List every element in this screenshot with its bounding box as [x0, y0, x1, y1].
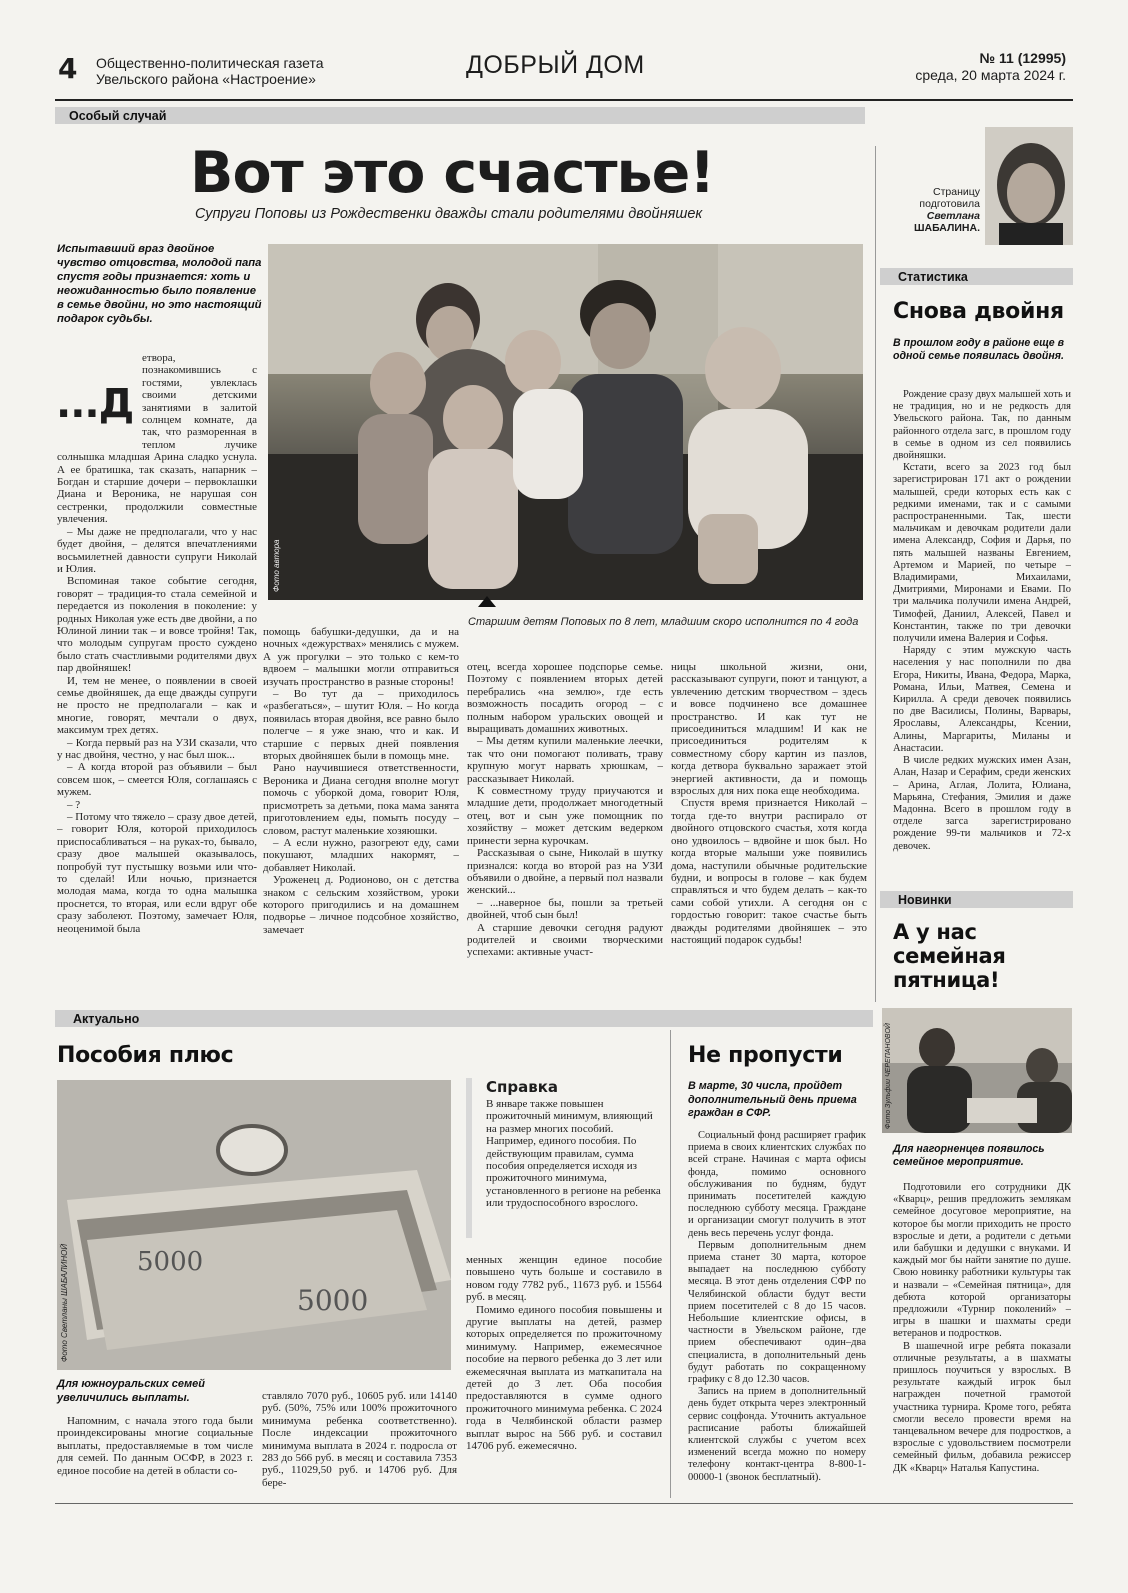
main-col3-p4: Рассказывая о сыне, Николай в шутку признался: когда во второй раз на УЗИ объявили о двойне, а первый пол назвали женский...	[467, 847, 663, 897]
rubric-special: Особый случай	[55, 107, 865, 124]
family-photo-credit: Фото автора	[272, 539, 281, 592]
article-subtitle: Супруги Поповы из Рождественки дважды стали родителями двойняшек	[195, 206, 703, 222]
news-photo-credit: Фото Зульфии ЧЕРЕПАНОВОЙ	[885, 1023, 892, 1129]
dropcap-space	[57, 352, 142, 444]
issue-number: № 11 (12995)	[979, 50, 1066, 66]
main-col2-p4: – А если нужно, разогреют еду, сами покушают, младших накормят, – добавляет Николай.	[263, 836, 459, 874]
stats-p4: В числе редких мужских имен Азан, Алан, Назар и Серафим, среди женских – Арина, Аглая, Лолита, Юлиана, Марьяна, Стефания, Эмилия и даже Мадонна. Всего в прошлом году в отделе загса зарегистрировано рождение 99-ти мальчиков и 72-х девочек.	[893, 755, 1071, 852]
dontmiss-rule	[670, 1030, 671, 1498]
main-col2-p3: Рано научившиеся ответственности, Вероника и Диана сегодня вполне могут помочь с уборкой дома, говорит Юля, присмотреть за детьми, пока мама занята приготовлением еды, помыть посуду – словом, растут маленькие хозяюшки.	[263, 762, 459, 837]
svg-text:5000: 5000	[137, 1247, 204, 1277]
dontmiss-body	[688, 1130, 866, 1496]
main-col2-p1: помощь бабушки-дедушки, да и на ночных «дежурствах» менялись с мужем. А уж прогулки – это только с кем-то вдвоем – малышки могли отправиться изучать пространство в разные стороны!	[263, 626, 459, 688]
stats-body	[893, 389, 1071, 873]
main-column-4	[671, 661, 867, 984]
main-col1-p3: Вспоминая такое событие сегодня, говорят – традиция-то стала семейной и передается из поколения в поколение: у родных Николая уже есть две двойни, а по Юлиной линии так – и вовсе тройня! Так, что молодым супругам просто суждено было стать счастливыми родителями двух пар двойняшек!	[57, 575, 257, 675]
money-photo	[57, 1080, 451, 1370]
benefits-column-1	[57, 1415, 253, 1495]
main-col1-p7: – ?	[67, 798, 81, 811]
svg-text:5000: 5000	[297, 1284, 369, 1317]
issue-date: среда, 20 марта 2024 г.	[915, 67, 1066, 83]
reference-box	[466, 1078, 662, 1238]
main-col2-p2: – Во тут да – приходилось «разбегаться», – шутит Юля. – Но когда появилась вторая двойня, все равно было полегче – я уже знаю, что и как. И старшие с первых дней появления вторых двойняшек были в помощь мне.	[263, 688, 459, 763]
article-lead: Испытавший враз двойное чувство отцовства, молодой папа спустя годы признается: хоть и неожиданностью было появление в семье двойни, но это настоящий подарок судьбы.	[57, 243, 262, 325]
author-portrait	[985, 127, 1073, 245]
dropcap: ...Д	[56, 381, 134, 427]
dontmiss-p1: Социальный фонд расширяет график приема в своих клиентских службах по всей стране. Начиная с марта офисы фонда, помимо основного обслуживания по будням, будут принимать посетителей каждую последнюю субботу месяца. Граждане и организации смогут получить в этот день весь перечень услуг фонда.	[688, 1130, 866, 1239]
rubric-stats: Статистика	[880, 268, 1073, 285]
section-title: ДОБРЫЙ ДОМ	[466, 51, 645, 79]
main-col2-p5: Уроженец д. Родионово, он с детства знаком с сельским хозяйством, уроки которого пригодились и на домашнем подворье – личное подсобное хозяйство, замечает	[263, 874, 459, 936]
stats-title: Снова двойня	[893, 299, 1064, 324]
author-line2: подготовила	[919, 198, 980, 210]
author-credit	[880, 186, 980, 234]
benefits-column-2	[262, 1390, 457, 1495]
page-number: 4	[58, 52, 78, 85]
stats-lead: В прошлом году в районе еще в одной семье появилась двойня.	[893, 337, 1065, 362]
stats-p3: Наряду с этим мужскую часть населения у нас пополнили по два Егора, Никиты, Ивана, Федора, Марка, Романа, Ильи, Матвея, Семена и Кирилла. А среди девочек появились по две Василисы, Полины, Варвары, Ярославы, Александры, Ксении, Алины, Маргариты, Миланы и Анастасии.	[893, 645, 1071, 754]
author-line1: Страницу	[933, 186, 980, 198]
news-photo-art	[882, 1008, 1072, 1133]
benefits-lead: Для южноуральских семей увеличились выплаты.	[57, 1378, 206, 1404]
dontmiss-title: Не пропусти	[688, 1043, 843, 1068]
news-lead: Для нагорненцев появилось семейное мероприятие.	[893, 1143, 1045, 1168]
author-portrait-art	[985, 127, 1073, 245]
family-photo-caption: Старшим детям Поповых по 8 лет, младшим скоро исполнится по 4 года	[468, 616, 859, 628]
benefits-title: Пособия плюс	[57, 1043, 234, 1068]
main-column-3	[467, 661, 663, 984]
news-title: А у нас семейная пятница!	[893, 920, 1006, 992]
news-photo	[882, 1008, 1072, 1133]
author-name: Светлана	[926, 210, 980, 222]
money-photo-art	[57, 1080, 451, 1370]
main-column-2	[263, 626, 459, 984]
main-col1-p5: – Когда первый раз на УЗИ сказали, что у нас двойня, честно, у нас был шок...	[57, 736, 257, 761]
main-col4-p1: ницы школьной жизни, они, рассказывают супруги, поют и танцуют, а увлечению детским творчеством – здесь и вовсе подчинено все домашнее пространство. И как тут не присоединиться младшим! И как не присоединиться родителям к совместному сбору картин из пазлов, когда детвора буквально заражает этой энергией активности, да и помощь взрослых для них пока еще необходима.	[671, 661, 867, 798]
main-col4-p2: Спустя время признается Николай – тогда где-то внутри распирало от двойного отцовского счастья, хотя когда оно удвоилось – вдвойне и шок был. Но когда вторые малыши уже появились дома, наступили обычные родительские будни, и вопросы в голове – как будем справляться и что будем делать – как-то сами собой утихли. А сегодня он с гордостью говорит: такое счастье быть дважды родителями двойняшек – это настоящий подарок судьбы!	[671, 797, 867, 946]
dontmiss-lead: В марте, 30 числа, пройдет дополнительный день приема граждан в СФР.	[688, 1080, 857, 1119]
article-title: Вот это счастье!	[190, 140, 715, 206]
family-photo-art	[268, 244, 863, 600]
main-col3-p2: – Мы детям купили маленькие леечки, так что они помогают поливать, траву крупную могут нарвать хрюшкам, – рассказывает Николай.	[467, 735, 663, 785]
benefits-col3-p1: менных женщин единое пособие повышено чуть больше и составило в новом году 7782 руб., 11673 руб. и 15564 руб. в месяц.	[466, 1254, 662, 1304]
reference-title: Справка	[486, 1078, 559, 1096]
publisher-line1: Общественно-политическая газета	[96, 55, 324, 71]
money-photo-credit: Фото Светланы ШАБАЛИНОЙ	[60, 1243, 69, 1362]
news-p1: Подготовили его сотрудники ДК «Кварц», решив предложить землякам семейное досуговое мероприятие, на которое бы могли приходить не просто взрослые и дети, а родители с детьми или бабушки и дедушки с внуками. И каждый мог бы найти занятие по душе. Свою новинку работники культуры так и назвали – «Семейная пятница», для дебюта которой организаторы предложили «Турнир поколений» – игры в шашки и шахматы среди ветеранов и подростков.	[893, 1182, 1071, 1340]
benefits-col3-p2: Помимо единого пособия повышены и другие выплаты на детей, размер которых определяется по прожиточному минимуму. Например, ежемесячное пособие на первого ребенка до 3 лет или ежемесячная выплата из маткапитала на детей до 3 лет. Оба пособия предоставляются в сумме одного прожиточного минимума ребенка. С 2024 года в Челябинской области размер выплат вырос на 566 руб. и составил 14706 руб. ежемесячно.	[466, 1303, 662, 1453]
main-col1-p4: И, тем не менее, о появлении в своей семье двойняшек, да еще дважды супруги не просто не предполагали – как и многие, говорят, мечтали о двух, максимум трех детях.	[57, 674, 257, 737]
main-col1-p6: – А когда второй раз объявили – был совсем шок, – смеется Юля, соглашаясь с мужем.	[57, 761, 257, 799]
main-col3-p5: – ...наверное бы, пошли за третьей двойней, чтоб сын был!	[467, 896, 663, 922]
news-body	[893, 1182, 1071, 1512]
rubric-actual: Актуально	[55, 1010, 873, 1027]
benefits-column-3	[466, 1254, 662, 1494]
main-col3-p6: А старшие девочки сегодня радуют родителей и своими творческими успехами: активные участ-	[467, 921, 663, 959]
news-p2: В шашечной игре ребята показали отличные результаты, а в шахматы пришлось поучиться у взрослых. В результате каждый игрок был награжден почетной грамотой участника турнира. Кроме того, ребята смогли весело провести время на танцевальном вечере для подростков, а взрослые с удовольствием посмотрели семейный фильм, добавила режиссер ДК «Кварц» Наталья Капустина.	[893, 1340, 1071, 1474]
stats-p2: Кстати, всего за 2023 год был зарегистрирован 171 акт о рождении малышей, среди которых есть как с редкими именами, так и с самыми распространенными. Так, шести мальчикам и девочкам родители дали имена Александр, София и Дарья, по пять малышей названы Евгением, Артемом и Марией, по четыре – Владимирами, Михаилами, Дмитриями, Миронами и Евами. По три мальчика получили имена Андрей, Тимофей, Даниил, Алексей, Павел и Константин, также по три девочки получили имена Валерия и Софья.	[893, 462, 1071, 645]
header-rule	[55, 99, 1073, 101]
photo-caption-marker	[478, 596, 496, 607]
publisher	[96, 55, 324, 87]
issue-info	[915, 50, 1066, 84]
benefits-col2-p1: ставляло 7070 руб., 10605 руб. или 14140 руб. (50%, 75% или 100% прожиточного минимума ребенка соответственно). После индексации прожиточного минимума выплата в 2024 г. подросла от 283 до 566 руб. в месяц и составила 7353 руб., 11029,50 руб. и 14706 руб. Для бере-	[262, 1390, 457, 1489]
reference-text: В январе также повышен прожиточный минимум, влияющий на размер многих пособий. Например, единого пособия. По действующим правилам, сумма пособия определяется исходя из прожиточного минимума, установленного в регионе на ребенка или трудоспособного взрослого.	[486, 1098, 661, 1210]
main-col3-p3: К совместному труду приучаются и младшие дети, продолжает многодетный отец, вот и сын уже помощник по хозяйству – может детским ведерком принести зерна курочкам.	[467, 785, 663, 847]
dontmiss-p3: Запись на прием в дополнительный день будет открыта через электронный сервис соцфонда. Уточнить актуальное расписание работы ближайшей клиентской службы с учетом всех изменений всегда можно по номеру телефону контакт-центра 8-800-1-00000-1 (звонок бесплатный).	[688, 1386, 866, 1483]
family-photo	[268, 244, 863, 600]
main-col1-p8: – Потому что тяжело – сразу двое детей, – говорит Юля, которой приходилось приспосабливаться – на руках-то, бывало, сразу двое малышей оказывалось, попробуй тут пустышку возьми или что-то сделай! Или ночью, признается молодая мама, когда то одна малышка проснется, то вторая, или если вдруг обе сразу заболеют. Поэтому, замечает Юля, неоценимой была	[57, 811, 257, 935]
author-surname: ШАБАЛИНА.	[914, 222, 980, 234]
stats-p1: Рождение сразу двух малышей хоть и не традиция, но и не редкость для Увельского района. Так, по данным районного отдела загс, в прошлом году в семье в одном из сел появились двойняшки.	[893, 389, 1071, 462]
main-col1-p2: – Мы даже не предполагали, что у нас будет двойня, – делятся впечатлениями восьмилетней давности супруги Николай и Юлия.	[57, 525, 257, 575]
main-col3-p1: отец, всегда хорошее подспорье семье. Поэтому с появлением вторых детей перебрались «на землю», где есть возможность посадить огород – с полным набором уральских овощей и выращивать домашних животных.	[467, 661, 663, 736]
rubric-news: Новинки	[880, 891, 1073, 908]
sidebar-rule	[875, 146, 876, 1002]
benefits-col1-p1: Напомним, с начала этого года были проиндексированы многие социальные выплаты, предоставляемые в том числе для семей. По данным ОСФР, в 2023 г. единое пособие на детей в области со-	[57, 1415, 253, 1477]
main-col1-p1: етвора, познакомившись с гостями, увлеклась своими детскими занятиями в залитой солнцем комнате, да так, что разморенная в теплом лучике солнышка младшая Арина сладко уснула. А ее братишка, так сказать, напарник – Богдан и старшие дочери – первоклашки Диана и Вероника, не нарушая сон сестренки, продолжили совместные увлечения.	[57, 352, 257, 526]
publisher-line2: Увельского района «Настроение»	[96, 71, 316, 87]
footer-rule	[55, 1503, 1073, 1504]
dontmiss-p2: Первым дополнительным днем приема станет 30 марта, которое выпадает на последнюю субботу месяца. В этот день отделения СФР по Челябинской области будут вести прием посетителей с 8 до 15 часов. Небольшие клиентские офисы, в частности в Увельском районе, где прием обеспечивают один–два специалиста, в дополнительный день будут работать по сокращенному графику с 8 до 12.30 часов.	[688, 1239, 866, 1386]
main-column-1	[57, 352, 257, 984]
